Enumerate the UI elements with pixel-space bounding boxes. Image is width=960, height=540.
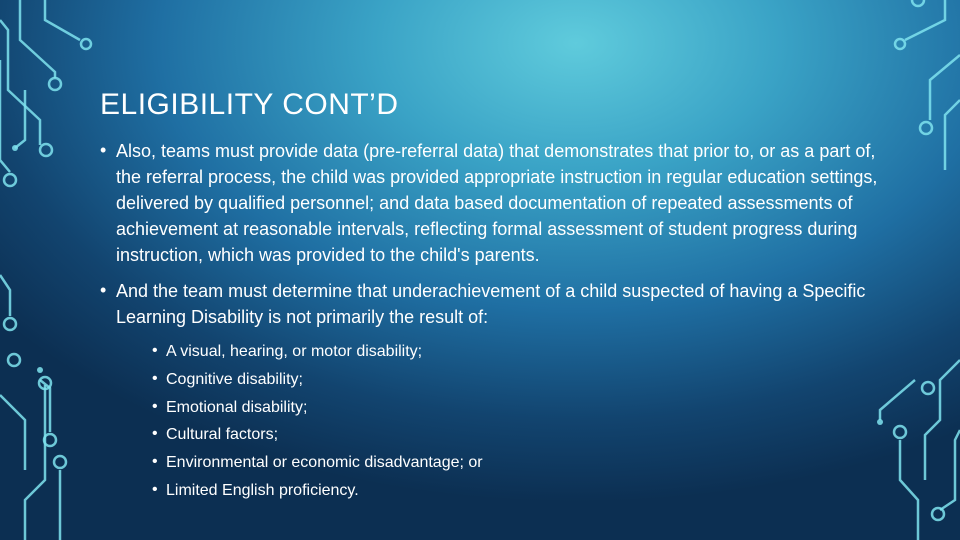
list-item xyxy=(100,278,880,505)
sub-list-item xyxy=(152,394,880,422)
sub-list-item xyxy=(152,421,880,449)
bullet-icon: • xyxy=(152,342,158,359)
sub-bullet-text: Cultural factors; xyxy=(166,426,279,444)
sub-bullet-list xyxy=(152,338,880,505)
sub-bullet-text: A visual, hearing, or motor disability; xyxy=(166,343,423,360)
bullet-icon: • xyxy=(100,280,107,300)
list-item xyxy=(100,138,880,268)
bullet-icon: • xyxy=(152,480,158,498)
bullet-icon: • xyxy=(152,425,158,443)
sub-bullet-text: Limited English proficiency. xyxy=(166,481,359,499)
bullet-icon: • xyxy=(152,453,158,471)
bullet-text: Also, teams must provide data (pre-referral data) that demonstrates that prior to, or as a part of, the referral process, the child was provided appropriate instruction in regular education settings, delivered by qualified personnel; and data based documentation of repeated assessments of achievement at reasonable intervals, reflecting formal assessment of student progress during instruction, which was provided to the child's parents. xyxy=(116,141,878,265)
bullet-text: And the team must determine that underachievement of a child suspected of having a Specific Learning Disability is not primarily the result of: xyxy=(116,281,866,327)
sub-list-item xyxy=(152,449,880,477)
slide-title: ELIGIBILITY CONT’D xyxy=(100,88,399,121)
sub-bullet-text: Cognitive disability; xyxy=(166,370,303,388)
bullet-icon: • xyxy=(100,140,107,160)
sub-list-item xyxy=(152,366,880,394)
sub-list-item xyxy=(152,338,880,366)
bullet-list xyxy=(100,138,880,515)
sub-bullet-text: Environmental or economic disadvantage; or xyxy=(166,454,483,472)
bullet-icon: • xyxy=(152,369,158,387)
bullet-icon: • xyxy=(152,397,158,415)
sub-list-item xyxy=(152,477,880,505)
sub-bullet-text: Emotional disability; xyxy=(166,398,308,416)
